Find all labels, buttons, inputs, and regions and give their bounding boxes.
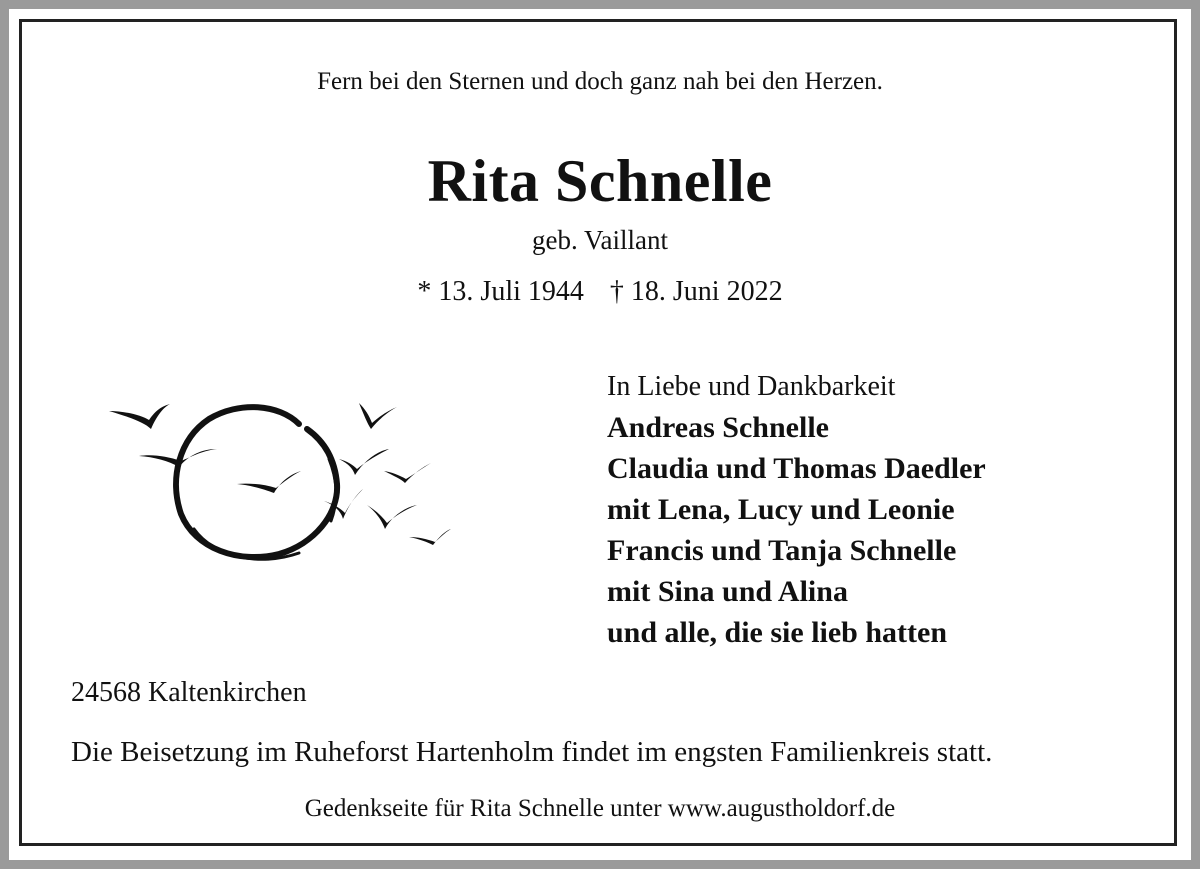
burial-info: Die Beisetzung im Ruheforst Hartenholm findet im engsten Familienkreis statt.: [71, 736, 993, 768]
obituary-notice: [9, 9, 1191, 860]
mourner-line: Francis und Tanja Schnelle: [607, 534, 957, 567]
mourners-block: [607, 366, 986, 653]
death-date: † 18. Juni 2022: [609, 276, 783, 307]
deceased-name: Rita Schnelle: [427, 148, 773, 214]
maiden-name: geb. Vaillant: [532, 225, 668, 255]
birth-date: * 13. Juli 1944: [417, 276, 584, 307]
grief-intro: In Liebe und Dankbarkeit: [607, 371, 896, 402]
life-dates: [9, 276, 1191, 308]
place: 24568 Kaltenkirchen: [71, 677, 307, 708]
memorial-page-link[interactable]: Gedenkseite für Rita Schnelle unter www.augustholdorf.de: [304, 795, 896, 822]
mourner-line: und alle, die sie lieb hatten: [607, 616, 948, 649]
motto: Fern bei den Sternen und doch ganz nah bei den Herzen.: [317, 68, 883, 95]
mourner-line: Andreas Schnelle: [607, 411, 829, 444]
mourner-line: mit Sina und Alina: [607, 575, 848, 608]
mourner-line: Claudia und Thomas Daedler: [607, 452, 986, 485]
moon-with-birds-icon: [99, 389, 459, 589]
mourner-line: mit Lena, Lucy und Leonie: [607, 493, 955, 526]
